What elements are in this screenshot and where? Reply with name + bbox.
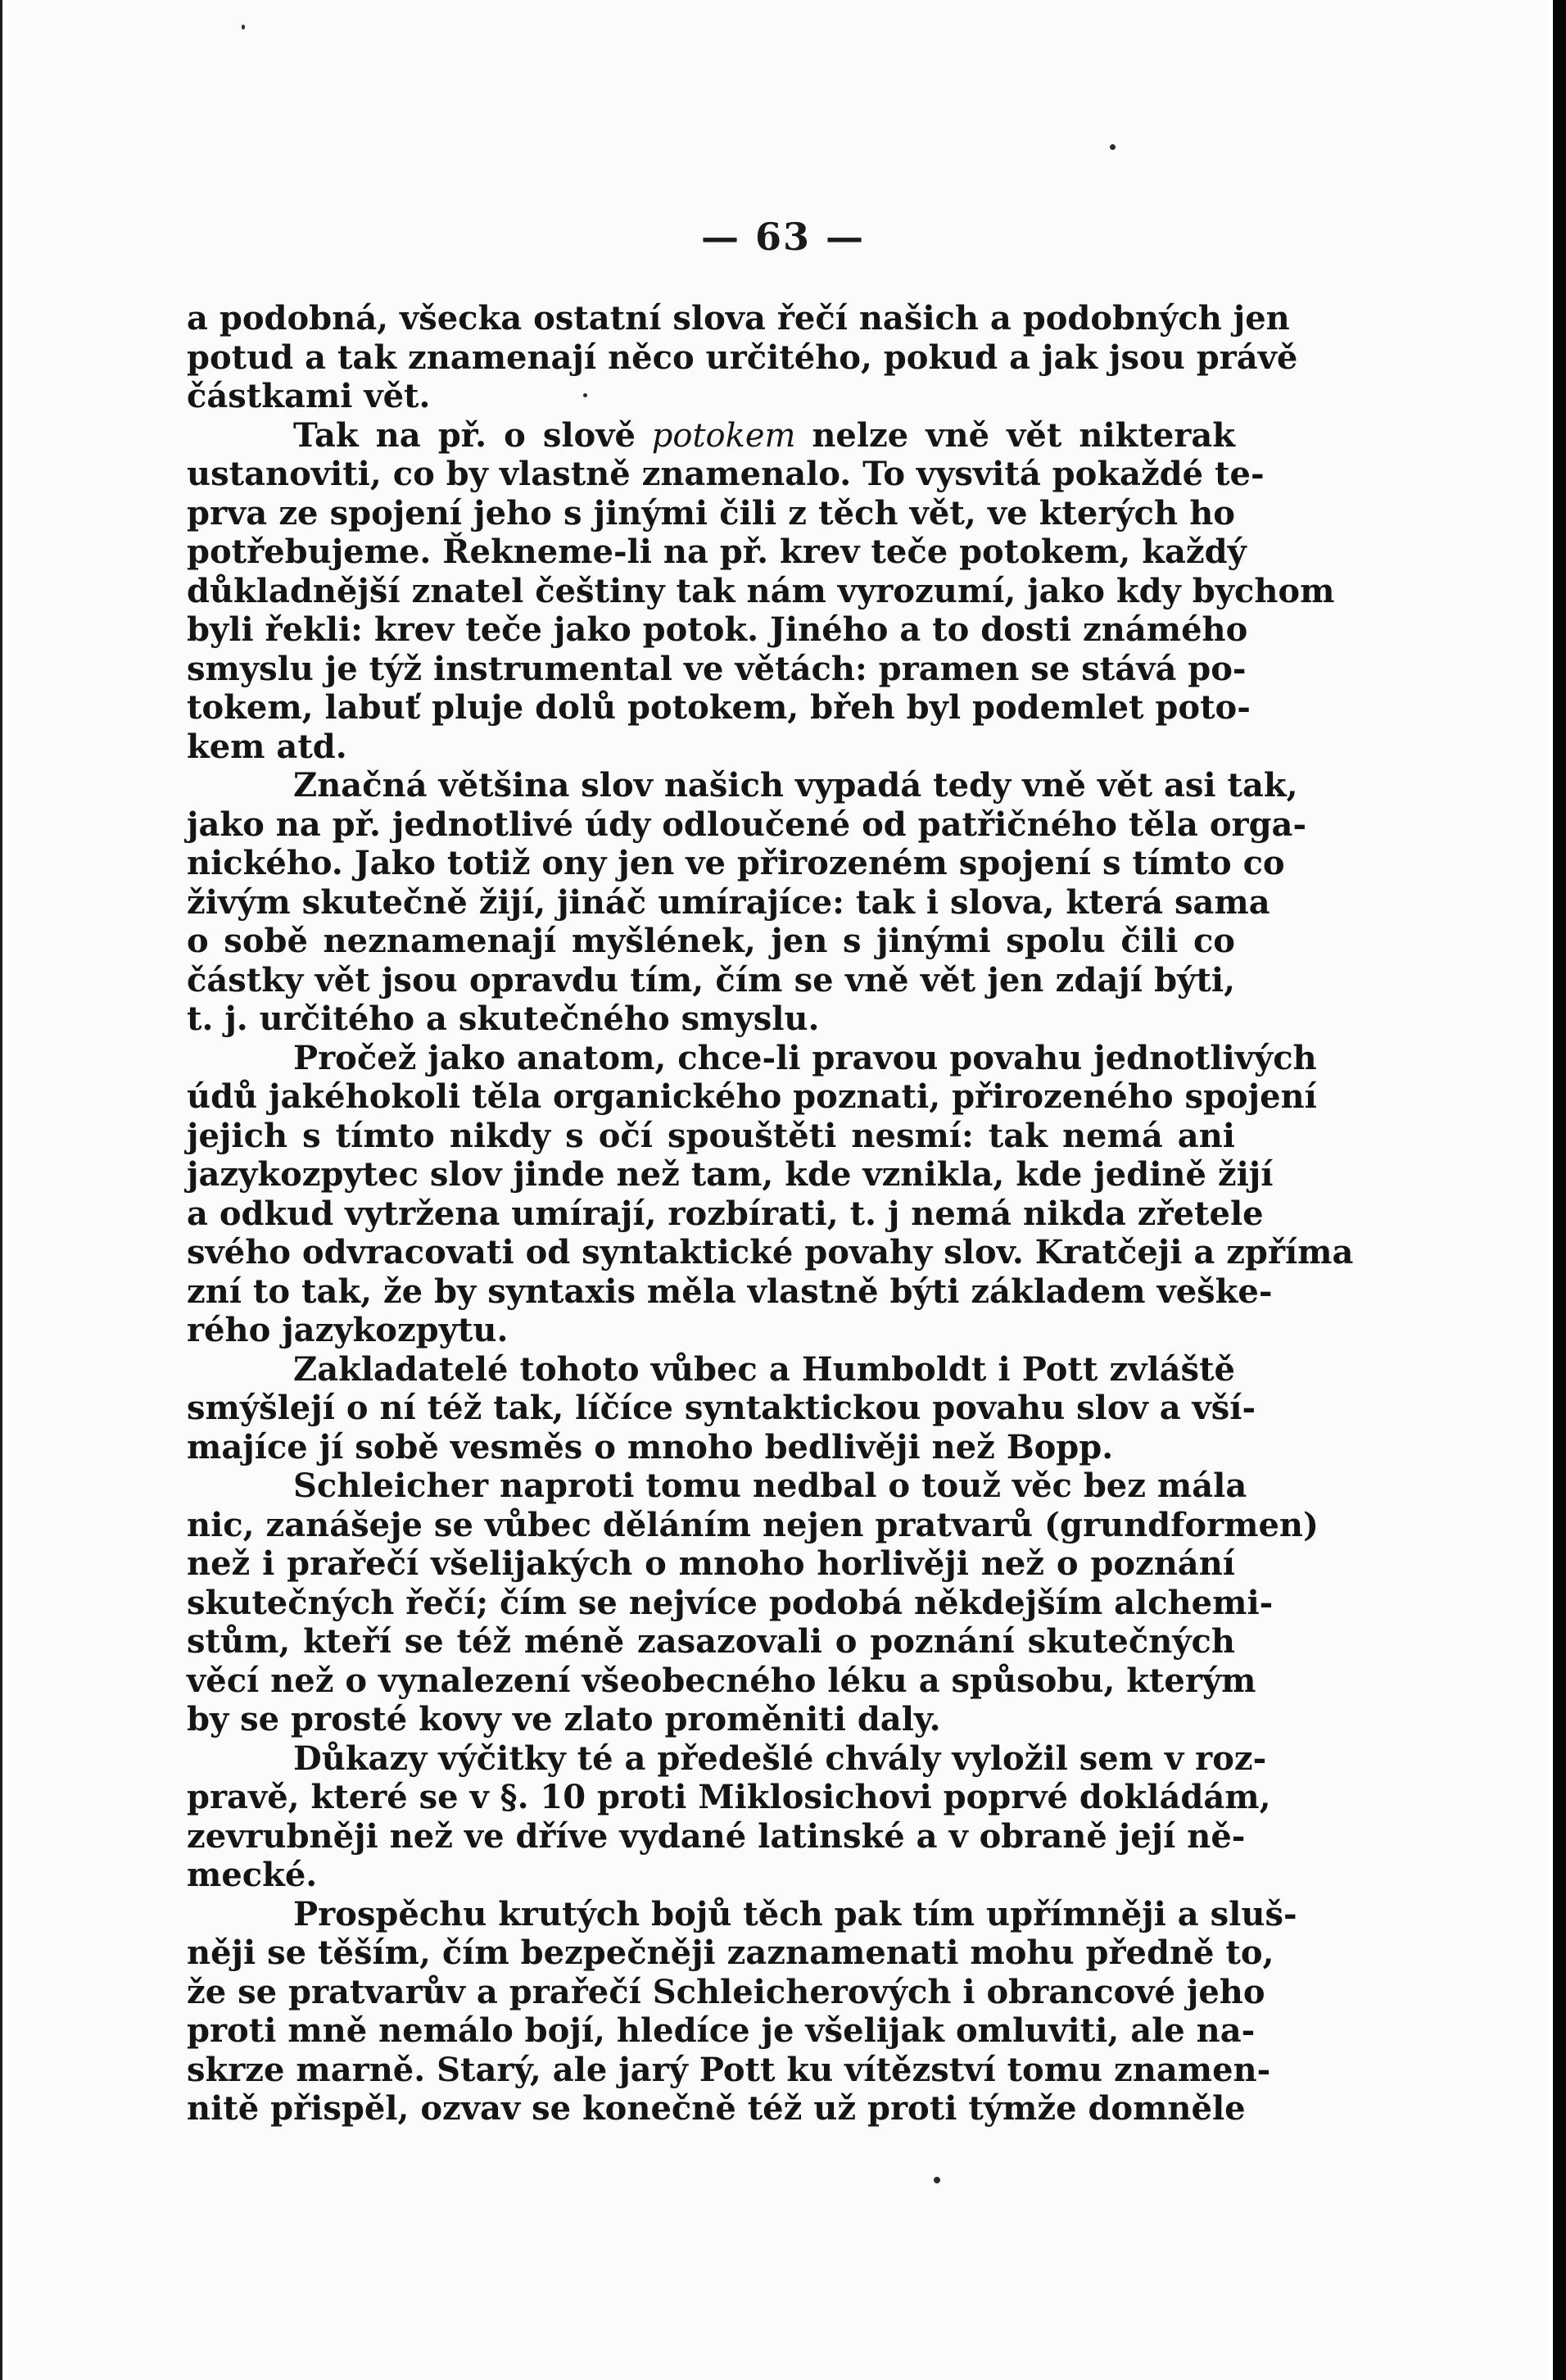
text-line: t. j. určitého a skutečného smyslu. [187,1000,820,1038]
text-line: mecké. [187,1856,318,1894]
text-line: by se prosté kovy ve zlato proměniti daly. [187,1700,941,1739]
text-line: a odkud vytržena umírají, rozbírati, t. j nemá nikda zřetele [187,1194,1264,1233]
dust-speck [1110,144,1116,150]
text-line: tokem, labuť pluje dolů potokem, břeh byl podemlet poto- [187,688,1251,727]
text-line: skrze marně. Starý, ale jarý Pott ku vítězství tomu znamen- [187,2050,1271,2089]
text-line: rého jazykozpytu. [187,1311,509,1349]
text-line: prva ze spojení jeho s jinými čili z těch vět, ve kterých ho [187,493,1235,533]
text-line: než i prařečí všelijakých o mnoho horlivěji než o poznání [187,1544,1235,1583]
text-line: smýšlejí o ní též tak, líčíce syntaktickou povahu slov a vší- [187,1389,1256,1427]
text-line: údů jakéhokoli těla organického poznati, přirozeného spojení [187,1077,1317,1116]
text-line: svého odvracovati od syntaktické povahy slov. Kratčeji a zpříma [187,1233,1354,1272]
dust-speck [934,2177,940,2183]
line-start: Tak na př. o slově [293,415,636,455]
body-text [187,299,1354,2128]
text-line [187,416,1235,456]
text-line: stům, kteří se též méně zasazovali o poznání skutečných [187,1622,1235,1661]
text-line: proti mně nemálo bojí, hledíce je všelijak omluviti, ale na- [187,2011,1256,2050]
text-line: důkladnější znatel češtiny tak nám vyrozumí, jako kdy bychom [187,571,1335,610]
text-line: o sobě neznamenají myšlének, jen s jinými spolu čili co [187,922,1235,960]
text-line: nického. Jako totiž ony jen ve přirozeném spojení s tímto co [187,844,1285,882]
text-line: potřebujeme. Řekneme-li na př. krev teče potokem, každý [187,533,1247,571]
text-line: jejich s tímto nikdy s očí spouštěti nesmí: tak nemá ani [187,1116,1235,1155]
text-line: jako na př. jednotlivé údy odloučené od patřičného těla orga- [187,805,1307,844]
dust-speck [242,25,245,29]
text-line: pravě, které se v §. 10 proti Miklosichovi poprvé dokládám, [187,1778,1271,1816]
text-line: Značná většina slov našich vypadá tedy vně vět asi tak, [293,766,1298,805]
text-line: Pročež jako anatom, chce-li pravou povahu jednotlivých [293,1038,1317,1077]
text-line: že se pratvarův a prařečí Schleicherových i obrancové jeho [187,1972,1265,2011]
text-line: zní to tak, že by syntaxis měla vlastně býti základem veške- [187,1272,1273,1311]
text-line: Zakladatelé tohoto vůbec a Humboldt i Pott zvláště [293,1349,1235,1389]
text-line: Schleicher naproti tomu nedbal o touž věc bez mála [293,1467,1247,1505]
italic-word: potokem [635,416,812,455]
text-line: nic, zanášeje se vůbec děláním nejen pratvarů (grundformen) [187,1505,1319,1544]
text-line: ustanoviti, co by vlastně znamenalo. To vysvitá pokaždé te- [187,455,1265,493]
text-line: nitě přispěl, ozvav se konečně též už proti týmže domněle [187,2089,1246,2128]
text-line: živým skutečně žijí, jináč umírajíce: tak i slova, která sama [187,882,1270,922]
line-end: nelze vně vět nikterak [812,415,1235,455]
text-line: majíce jí sobě vesměs o mnoho bedlivěji než Bopp. [187,1427,1114,1467]
text-line: jazykozpytec slov jinde než tam, kde vznikla, kde jedině žijí [187,1155,1274,1194]
text-line: potud a tak znamenají něco určitého, pokud a jak jsou právě [187,338,1298,377]
scan-right-edge [1553,0,1566,2380]
text-line: Důkazy výčitky té a předešlé chvály vyložil sem v roz- [293,1739,1267,1778]
text-line: něji se těším, čím bezpečněji zaznamenati mohu předně to, [187,1933,1274,1972]
text-line: Prospěchu krutých bojů těch pak tím upřímněji a sluš- [293,1894,1297,1933]
text-line: věcí než o vynalezení všeobecného léku a spůsobu, kterým [187,1661,1256,1700]
scan-left-edge [0,0,2,2380]
text-line: částkami vět. [187,377,431,415]
text-line: skutečných řečí; čím se nejvíce podobá někdejším alchemi- [187,1583,1274,1622]
text-line: zevrubněji než ve dříve vydané latinské a v obraně její ně- [187,1816,1246,1856]
text-line: kem atd. [187,727,347,766]
text-line: smyslu je týž instrumental ve větách: pramen se stává po- [187,649,1247,688]
page-number: — 63 — [700,215,866,259]
text-line: a podobná, všecka ostatní slova řečí našich a podobných jen [187,299,1290,338]
text-line: byli řekli: krev teče jako potok. Jiného a to dosti známého [187,610,1248,649]
text-line: částky vět jsou opravdu tím, čím se vně vět jen zdají býti, [187,960,1235,1000]
